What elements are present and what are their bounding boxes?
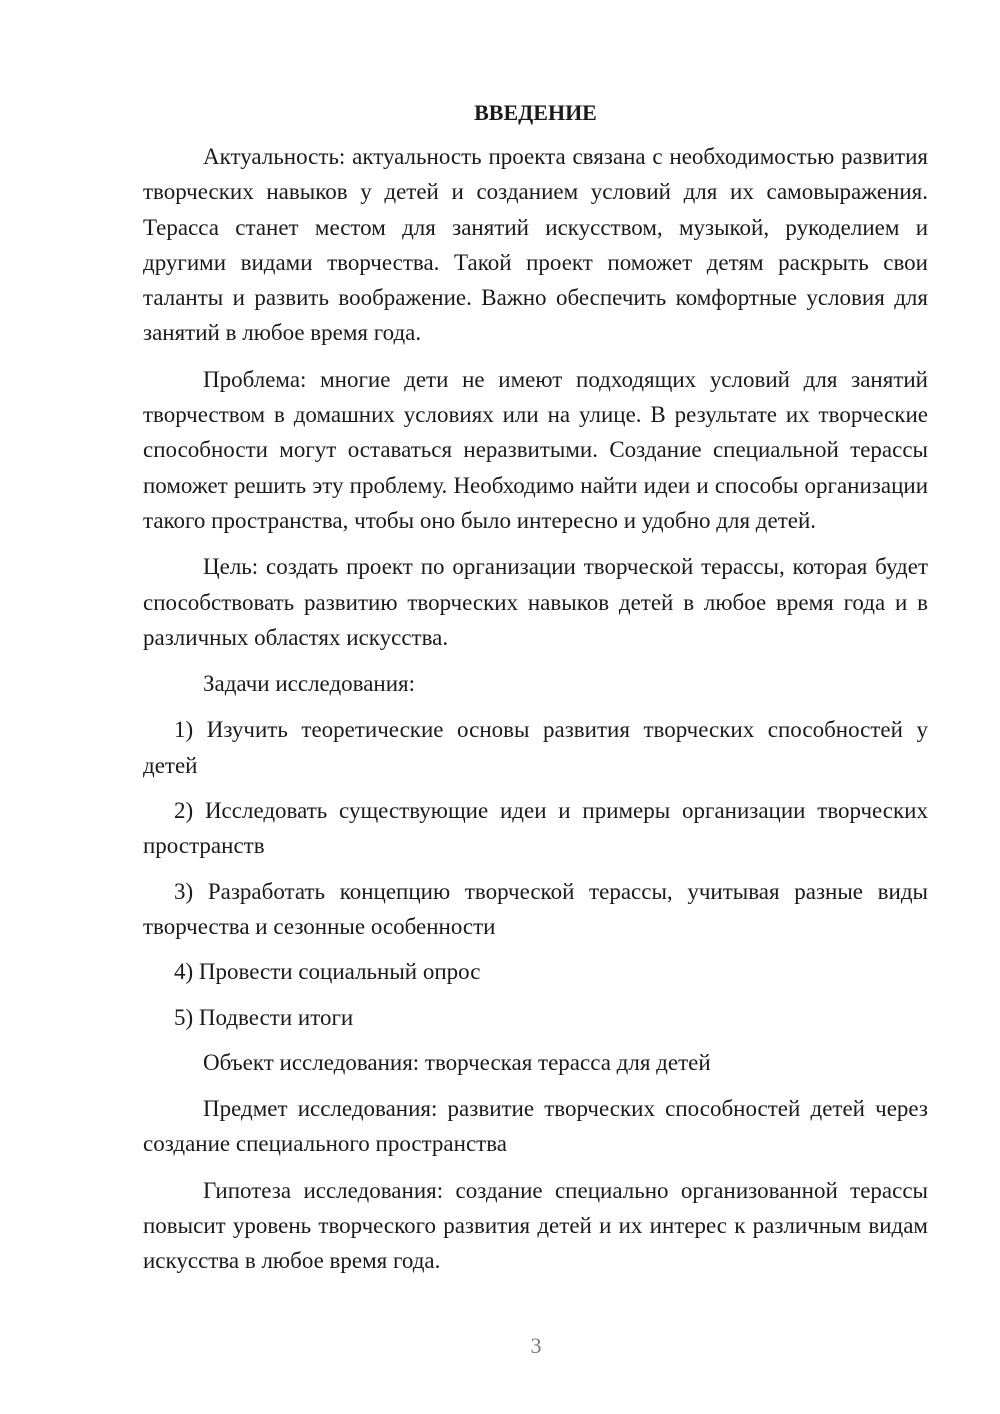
page-content [143, 95, 928, 1290]
page-number: 3 [530, 1333, 542, 1358]
task-item-1: 1) Изучить теоретические основы развития творческих способностей у детей [143, 717, 928, 778]
goal-paragraph: Цель: создать проект по организации творческой терассы, которая будет способствовать развитию творческих навыков детей в любое время года и в различных областях искусства. [143, 554, 928, 650]
task-item-4: 4) Провести социальный опрос [174, 959, 481, 985]
task-item-3: 3) Разработать концепцию творческой терассы, учитывая разные виды творчества и сезонные особенности [143, 878, 928, 939]
research-object-paragraph: Объект исследования: творческая терасса для детей [203, 1049, 711, 1075]
research-hypothesis-paragraph: Гипотеза исследования: создание специально организованной терассы повысит уровень творческого развития детей и их интерес к различным видам искусства в любое время года. [143, 1177, 928, 1274]
task-item-5: 5) Подвести итоги [174, 1004, 354, 1030]
section-heading: ВВЕДЕНИЕ [474, 100, 597, 125]
task-item-2: 2) Исследовать существующие идеи и примеры организации творческих пространств [143, 798, 928, 859]
research-subject-paragraph: Предмет исследования: развитие творческих способностей детей через создание специального пространства [143, 1096, 928, 1157]
problem-paragraph: Проблема: многие дети не имеют подходящих условий для занятий творчеством в домашних условиях или на улице. В результате их творческие способности могут оставаться неразвитыми. Создание специальной терассы поможет решить эту проблему. Необходимо найти идеи и способы организации такого пространства, чтобы оно было интересно и удобно для детей. [143, 366, 928, 533]
tasks-title: Задачи исследования: [203, 671, 416, 697]
relevance-paragraph: Актуальность: актуальность проекта связана с необходимостью развития творческих навыков у детей и созданием условий для их самовыражения. Терасса станет местом для занятий искусством, музыкой, рукоделием и другими видами творчества. Такой проект поможет детям раскрыть свои таланты и развить воображение. Важно обеспечить комфортные условия для занятий в любое время года. [143, 144, 928, 346]
